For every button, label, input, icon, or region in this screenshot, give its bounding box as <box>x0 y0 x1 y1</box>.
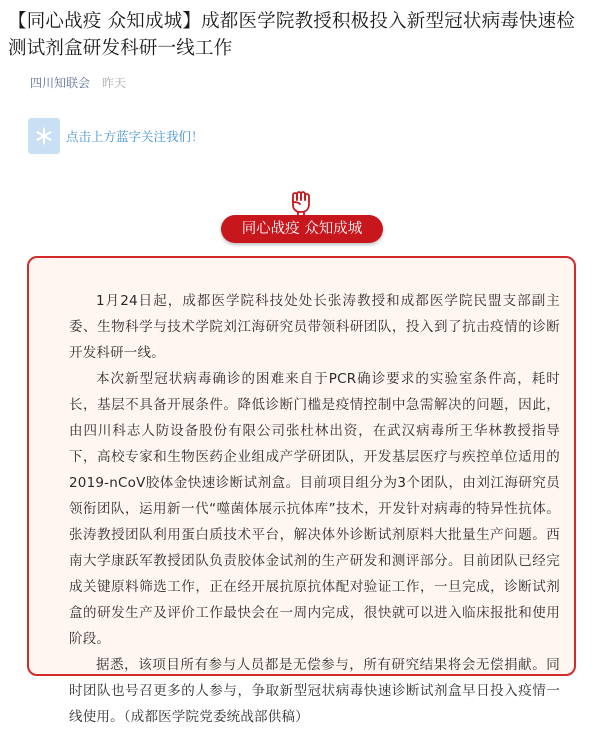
account-name-link[interactable]: 四川知联会 <box>30 76 91 90</box>
raised-fist-icon <box>287 190 315 216</box>
article-paragraph: 据悉，该项目所有参与人员都是无偿参与，所有研究结果将会无偿捐献。同时团队也号召更多的人参与，争取新型冠状病毒快速诊断试剂盒早日投入疫情一线使用。（成都医学院党委统战部供稿） <box>69 657 560 725</box>
section-badge <box>0 190 600 246</box>
follow-banner[interactable] <box>28 118 204 154</box>
article-paragraph: 1月24日起，成都医学院科技处处长张涛教授和成都医学院民盟支部副主委、生物科学与技术学院刘江海研究员带领科研团队，投入到了抗击疫情的诊断开发科研一线。 <box>69 293 560 361</box>
article-meta <box>30 74 126 91</box>
badge-label: 同心战疫 众知成城 <box>221 215 383 243</box>
article-body <box>27 256 576 725</box>
publish-time: 昨天 <box>102 76 127 90</box>
article-paragraph: 本次新型冠状病毒确诊的困难来自于PCR确诊要求的实验室条件高，耗时长，基层不具备开展条件。降低诊断门槛是疫情控制中急需解决的问题，因此，由四川科志人防设备股份有限公司张杜林出资，在武汉病毒所王华林教授指导下，高校专家和生物医药企业组成产学研团队，开发基层医疗与疾控单位适用的2019-nCoV胶体金快速诊断试剂盒。目前项目组分为3个团队，由刘江海研究员领衔团队，运用新一代“噬菌体展示抗体库”技术，开发针对病毒的特异性抗体。张涛教授团队利用蛋白质技术平台，解决体外诊断试剂原料大批量生产问题。西南大学康跃军教授团队负责胶体金试剂的生产研发和测评部分。目前团队已经完成关键原料筛选工作，正在经开展抗原抗体配对验证工作，一旦完成，诊断试剂盒的研发生产及评价工作最快会在一周内完成，很快就可以进入临床报批和使用阶段。 <box>69 371 560 647</box>
article-title: 【同心战疫 众知成城】成都医学院教授积极投入新型冠状病毒快速检测试剂盒研发科研一线工作 <box>8 11 576 59</box>
snowflake-icon <box>28 118 60 154</box>
follow-prompt-text[interactable]: 点击上方蓝字关注我们！ <box>66 129 204 144</box>
